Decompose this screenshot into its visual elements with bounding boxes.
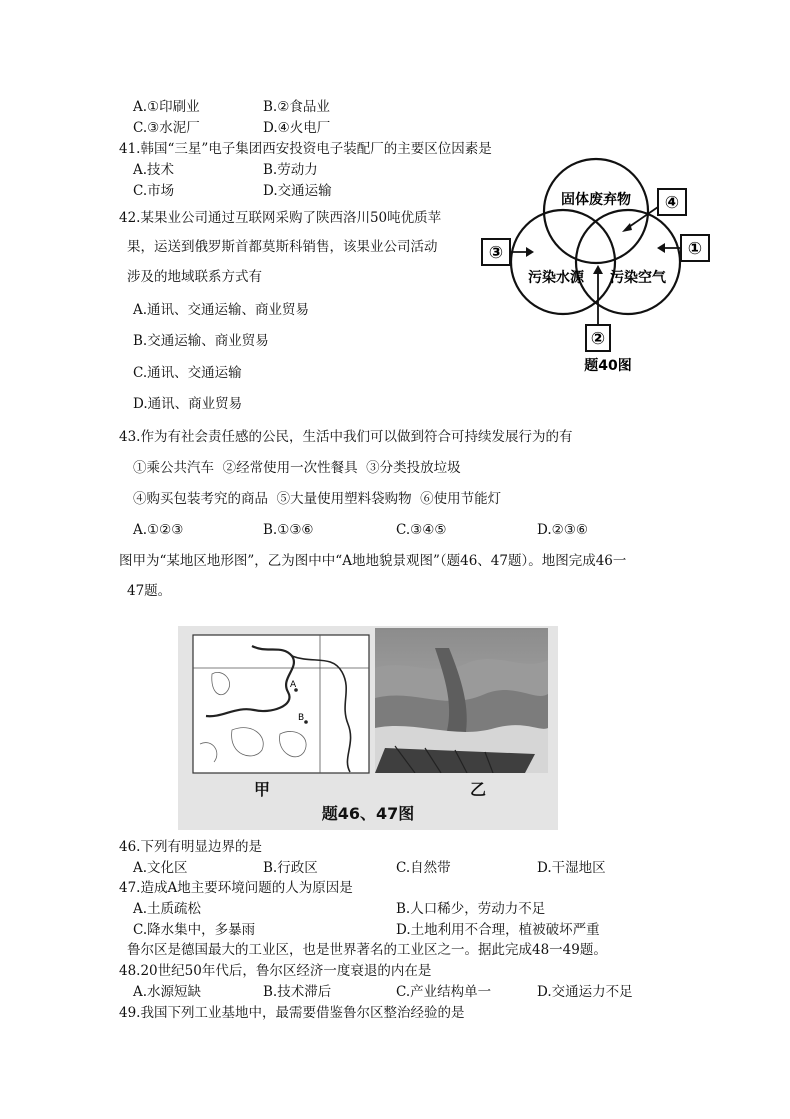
q47-stem: 47.造成A地主要环境问题的人为原因是: [119, 880, 353, 896]
q46-option-d: D.干湿地区: [537, 860, 606, 876]
q41-option-b: B.劳动力: [263, 162, 318, 178]
q43-stem: 43.作为有社会责任感的公民，生活中我们可以做到符合可持续发展行为的有: [119, 429, 573, 445]
figure-46-caption: 题46、47图: [321, 804, 415, 823]
box-2-label: ②: [590, 329, 606, 349]
arrow-1-head: [657, 243, 665, 253]
q40-option-c: C.③水泥厂: [133, 120, 200, 136]
arrow-4-head: [622, 223, 632, 232]
q40-option-a: A.①印刷业: [133, 99, 200, 115]
box-1-label: ①: [687, 239, 703, 259]
q42-stem-line3: 涉及的地域联系方式有: [127, 269, 262, 285]
q42-option-c: C.通讯、交通运输: [133, 365, 242, 381]
q40-option-d: D.④火电厂: [263, 120, 331, 136]
q46-option-b: B.行政区: [263, 860, 318, 876]
q47-option-d: D.土地利用不合理，植被破坏严重: [396, 922, 600, 938]
q49-stem: 49.我国下列工业基地中，最需要借鉴鲁尔区整治经验的是: [119, 1005, 465, 1021]
q43-option-a: A.①②③: [133, 522, 184, 538]
q48-stem: 48.20世纪50年代后，鲁尔区经济一度衰退的内在是: [119, 963, 432, 979]
arrow-3-head: [526, 247, 534, 257]
q48-option-a: A.水源短缺: [133, 984, 202, 1000]
q41-stem: 41.韩国“三星”电子集团西安投资电子装配厂的主要区位因素是: [119, 141, 492, 157]
q42-stem-line2: 果，运送到俄罗斯首都莫斯科销售，该果业公司活动: [127, 239, 438, 255]
q41-option-c: C.市场: [133, 183, 175, 199]
q42-stem-line1: 42.某果业公司通过互联网采购了陕西洛川50吨优质苹: [119, 210, 442, 226]
q40-option-b: B.②食品业: [263, 99, 330, 115]
figure-40-caption: 题40图: [584, 358, 632, 374]
box-4-label: ④: [664, 193, 680, 213]
label-water-pollution: 污染水源: [528, 270, 584, 286]
map-label-a: A: [290, 680, 297, 690]
q43-option-d: D.②③⑥: [537, 522, 588, 538]
intro-46-line2: 47题。: [127, 583, 172, 599]
figure-label-jia: 甲: [254, 780, 271, 799]
box-3-label: ③: [488, 243, 504, 263]
q46-option-a: A.文化区: [133, 860, 188, 876]
label-solid-waste: 固体废弃物: [561, 192, 631, 208]
q47-option-b: B.人口稀少，劳动力不足: [396, 901, 546, 917]
figure-40-venn-diagram: [478, 155, 713, 380]
q48-option-c: C.产业结构单一: [396, 984, 492, 1000]
q48-option-b: B.技术滞后: [263, 984, 332, 1000]
q43-option-c: C.③④⑤: [396, 522, 447, 538]
q41-option-d: D.交通运输: [263, 183, 332, 199]
figure-46-jia-map: [192, 634, 370, 774]
figure-46-yi-photo: [375, 628, 548, 773]
q42-option-a: A.通讯、交通运输、商业贸易: [133, 302, 310, 318]
q46-stem: 46.下列有明显边界的是: [119, 839, 262, 855]
q48-option-d: D.交通运力不足: [537, 984, 633, 1000]
figure-label-yi: 乙: [470, 780, 487, 799]
intro-46-line1: 图甲为“某地区地形图”，乙为图中中“A地地貌景观图”（题46、47题）。地图完成46一: [119, 553, 627, 569]
q47-option-a: A.土质疏松: [133, 901, 202, 917]
q46-option-c: C.自然带: [396, 860, 451, 876]
q42-option-d: D.通讯、商业贸易: [133, 396, 243, 412]
q41-option-a: A.技术: [133, 162, 175, 178]
q42-option-b: B.交通运输、商业贸易: [133, 333, 269, 349]
q43-items-line2: ④购买包装考究的商品 ⑤大量使用塑料袋购物 ⑥使用节能灯: [133, 491, 502, 507]
intro-48: 鲁尔区是德国最大的工业区，也是世界著名的工业区之一。据此完成48一49题。: [127, 942, 607, 958]
q43-items-line1: ①乘公共汽车 ②经常使用一次性餐具 ③分类投放垃圾: [133, 460, 461, 476]
arrow-2-head: [593, 265, 603, 274]
map-label-b: B: [298, 713, 305, 723]
q47-option-c: C.降水集中，多暴雨: [133, 922, 256, 938]
q43-option-b: B.①③⑥: [263, 522, 314, 538]
label-air-pollution: 污染空气: [610, 270, 666, 286]
figure-46-47: [178, 626, 558, 830]
